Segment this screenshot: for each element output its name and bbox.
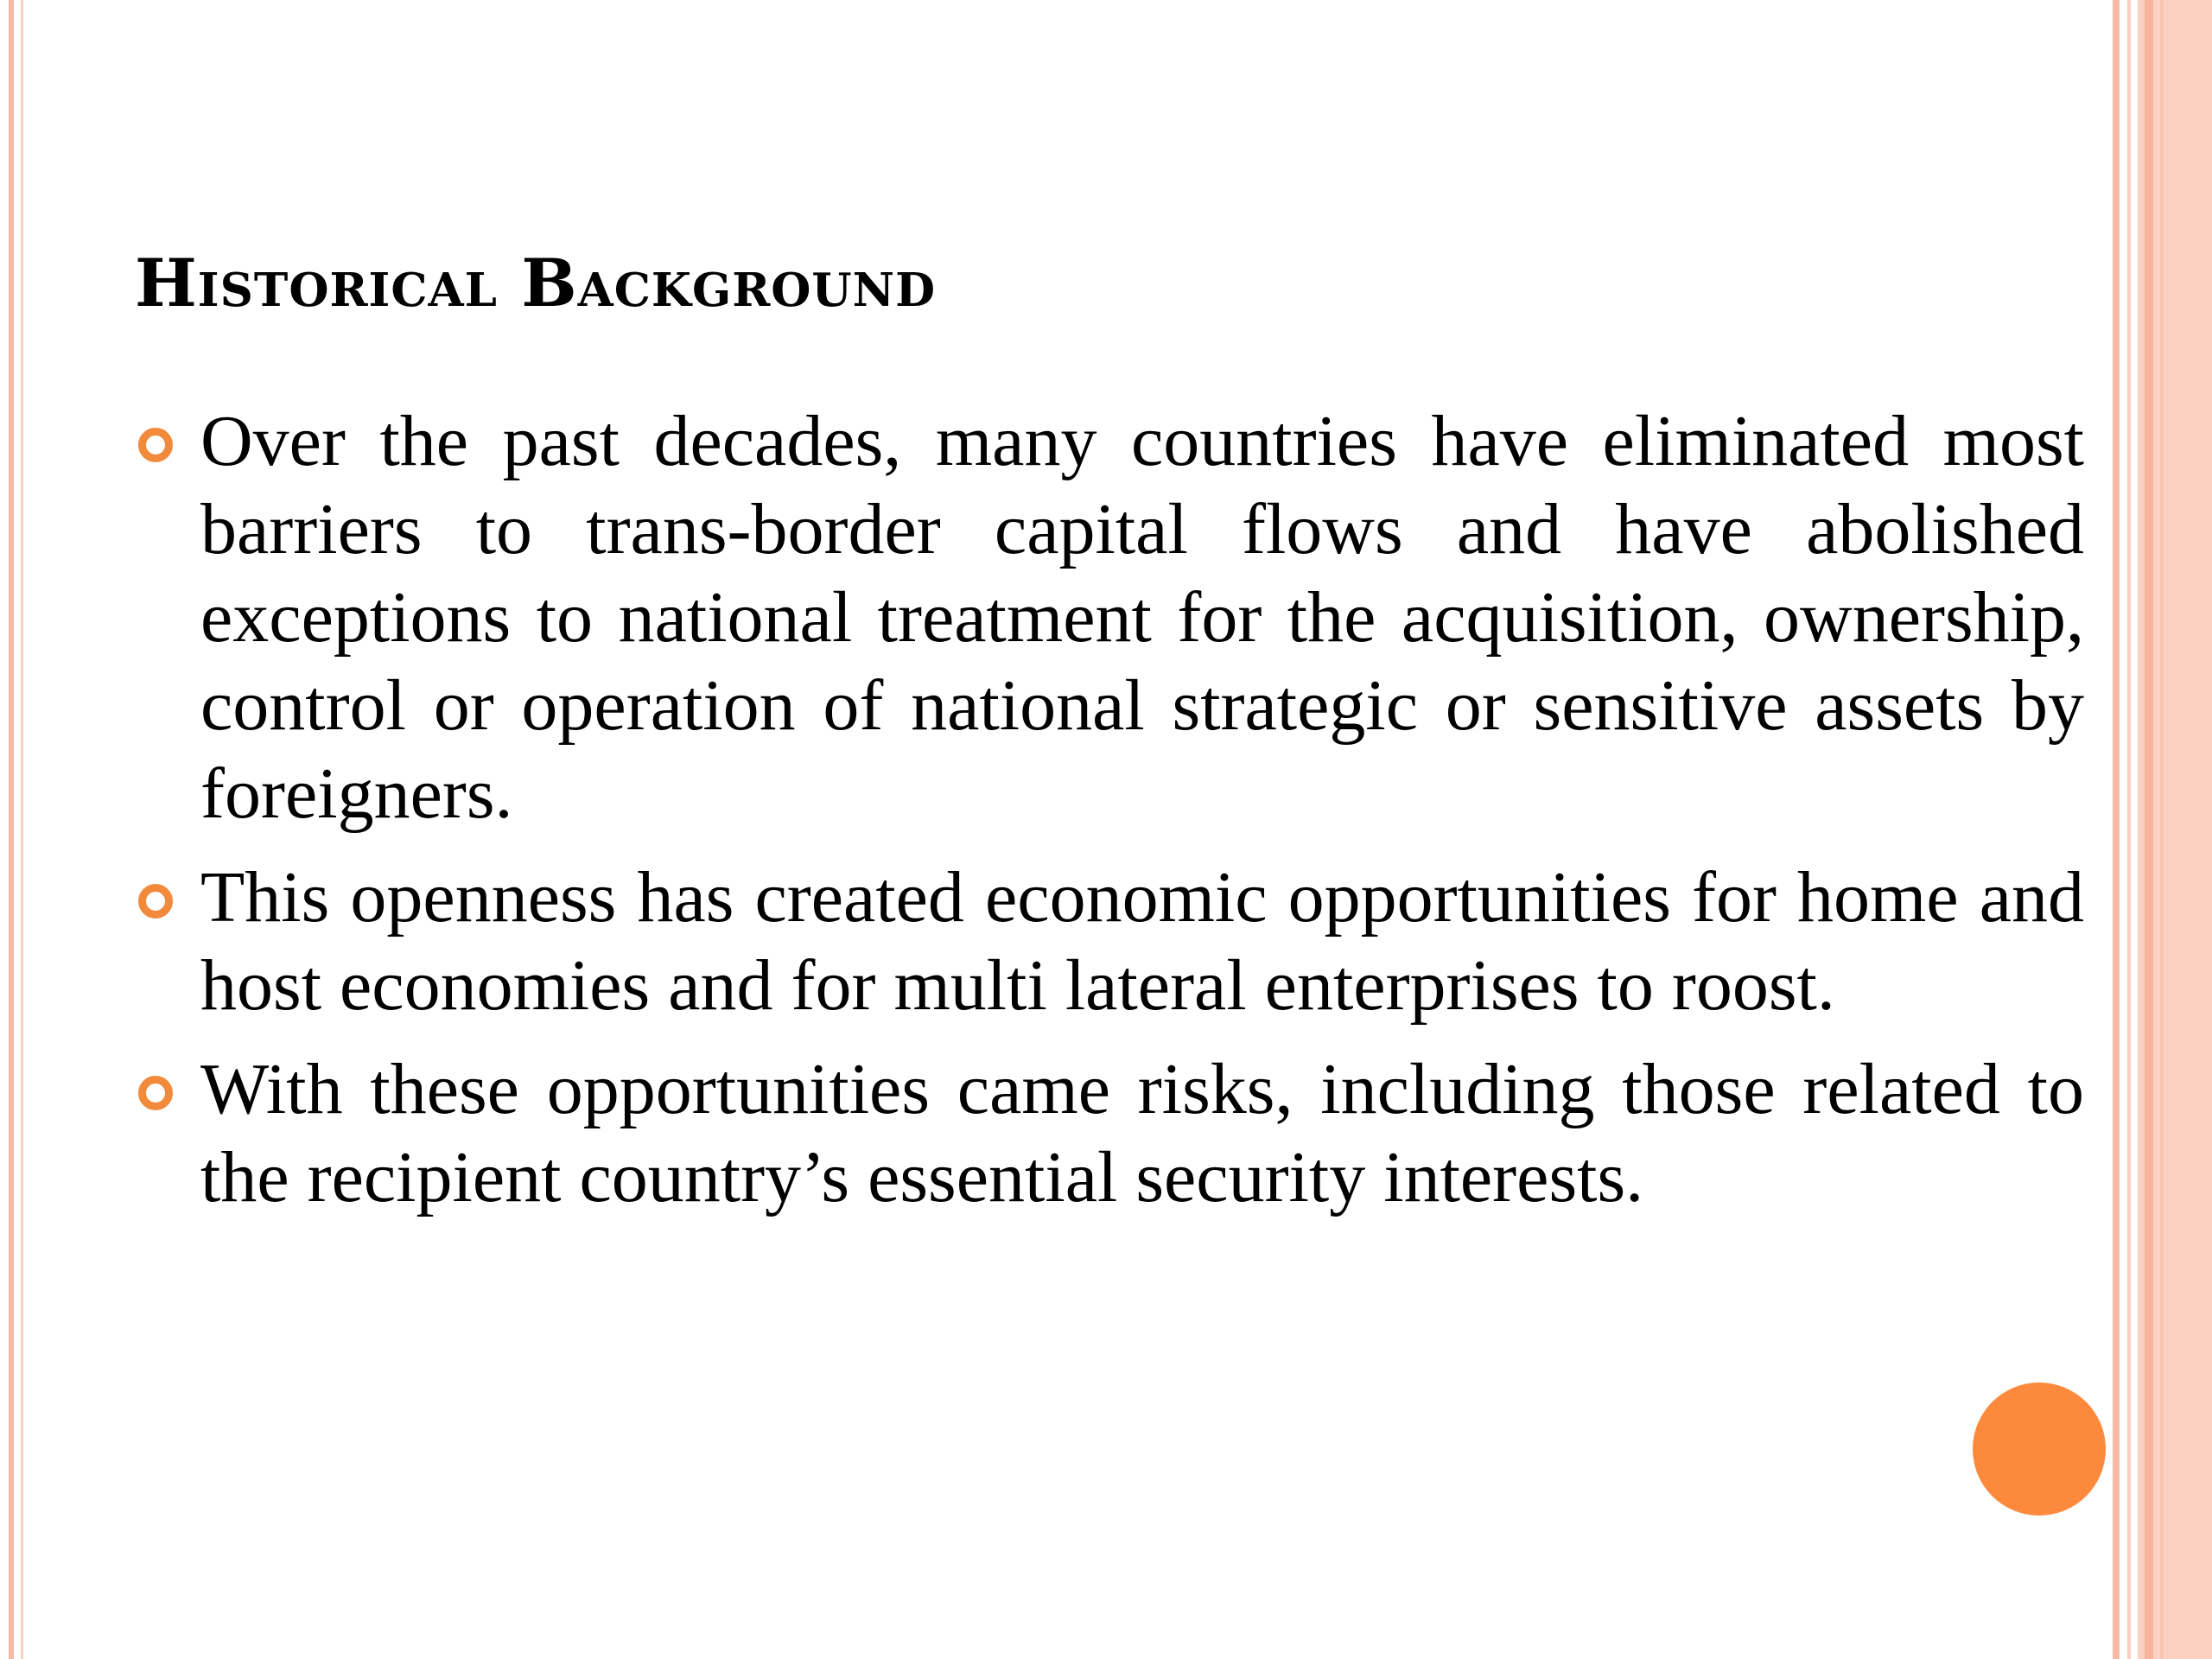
bullet-text: This openness has created economic opportunities for home and host economies and for multi lateral enterprises to roost. xyxy=(200,857,2084,1026)
bullet-item xyxy=(135,397,2084,838)
bullet-item xyxy=(135,854,2084,1030)
orange-circle-icon xyxy=(1973,1382,2106,1516)
hollow-circle-bullet-icon xyxy=(138,884,173,918)
right-border-line xyxy=(2113,0,2120,1659)
slide-title: Historical Background xyxy=(135,245,937,321)
left-border-line xyxy=(9,0,14,1659)
hollow-circle-bullet-icon xyxy=(138,428,173,462)
right-band-stripe-thin xyxy=(2160,0,2164,1659)
hollow-circle-bullet-icon xyxy=(138,1076,173,1110)
bullet-item xyxy=(135,1046,2084,1222)
bullet-list xyxy=(135,397,2084,1237)
bullet-text: Over the past decades, many countries have eliminated most barriers to trans-border capital flows and have abolished exceptions to national treatment for the acquisition, ownership, control or operation of national strategic or sensitive assets by foreigners. xyxy=(200,401,2084,834)
bullet-text: With these opportunities came risks, including those related to the recipient country’s essential security interests. xyxy=(200,1049,2084,1217)
right-border-line-thin xyxy=(2127,0,2131,1659)
left-border-line-inner xyxy=(21,0,23,1659)
right-band-stripe xyxy=(2145,0,2153,1659)
